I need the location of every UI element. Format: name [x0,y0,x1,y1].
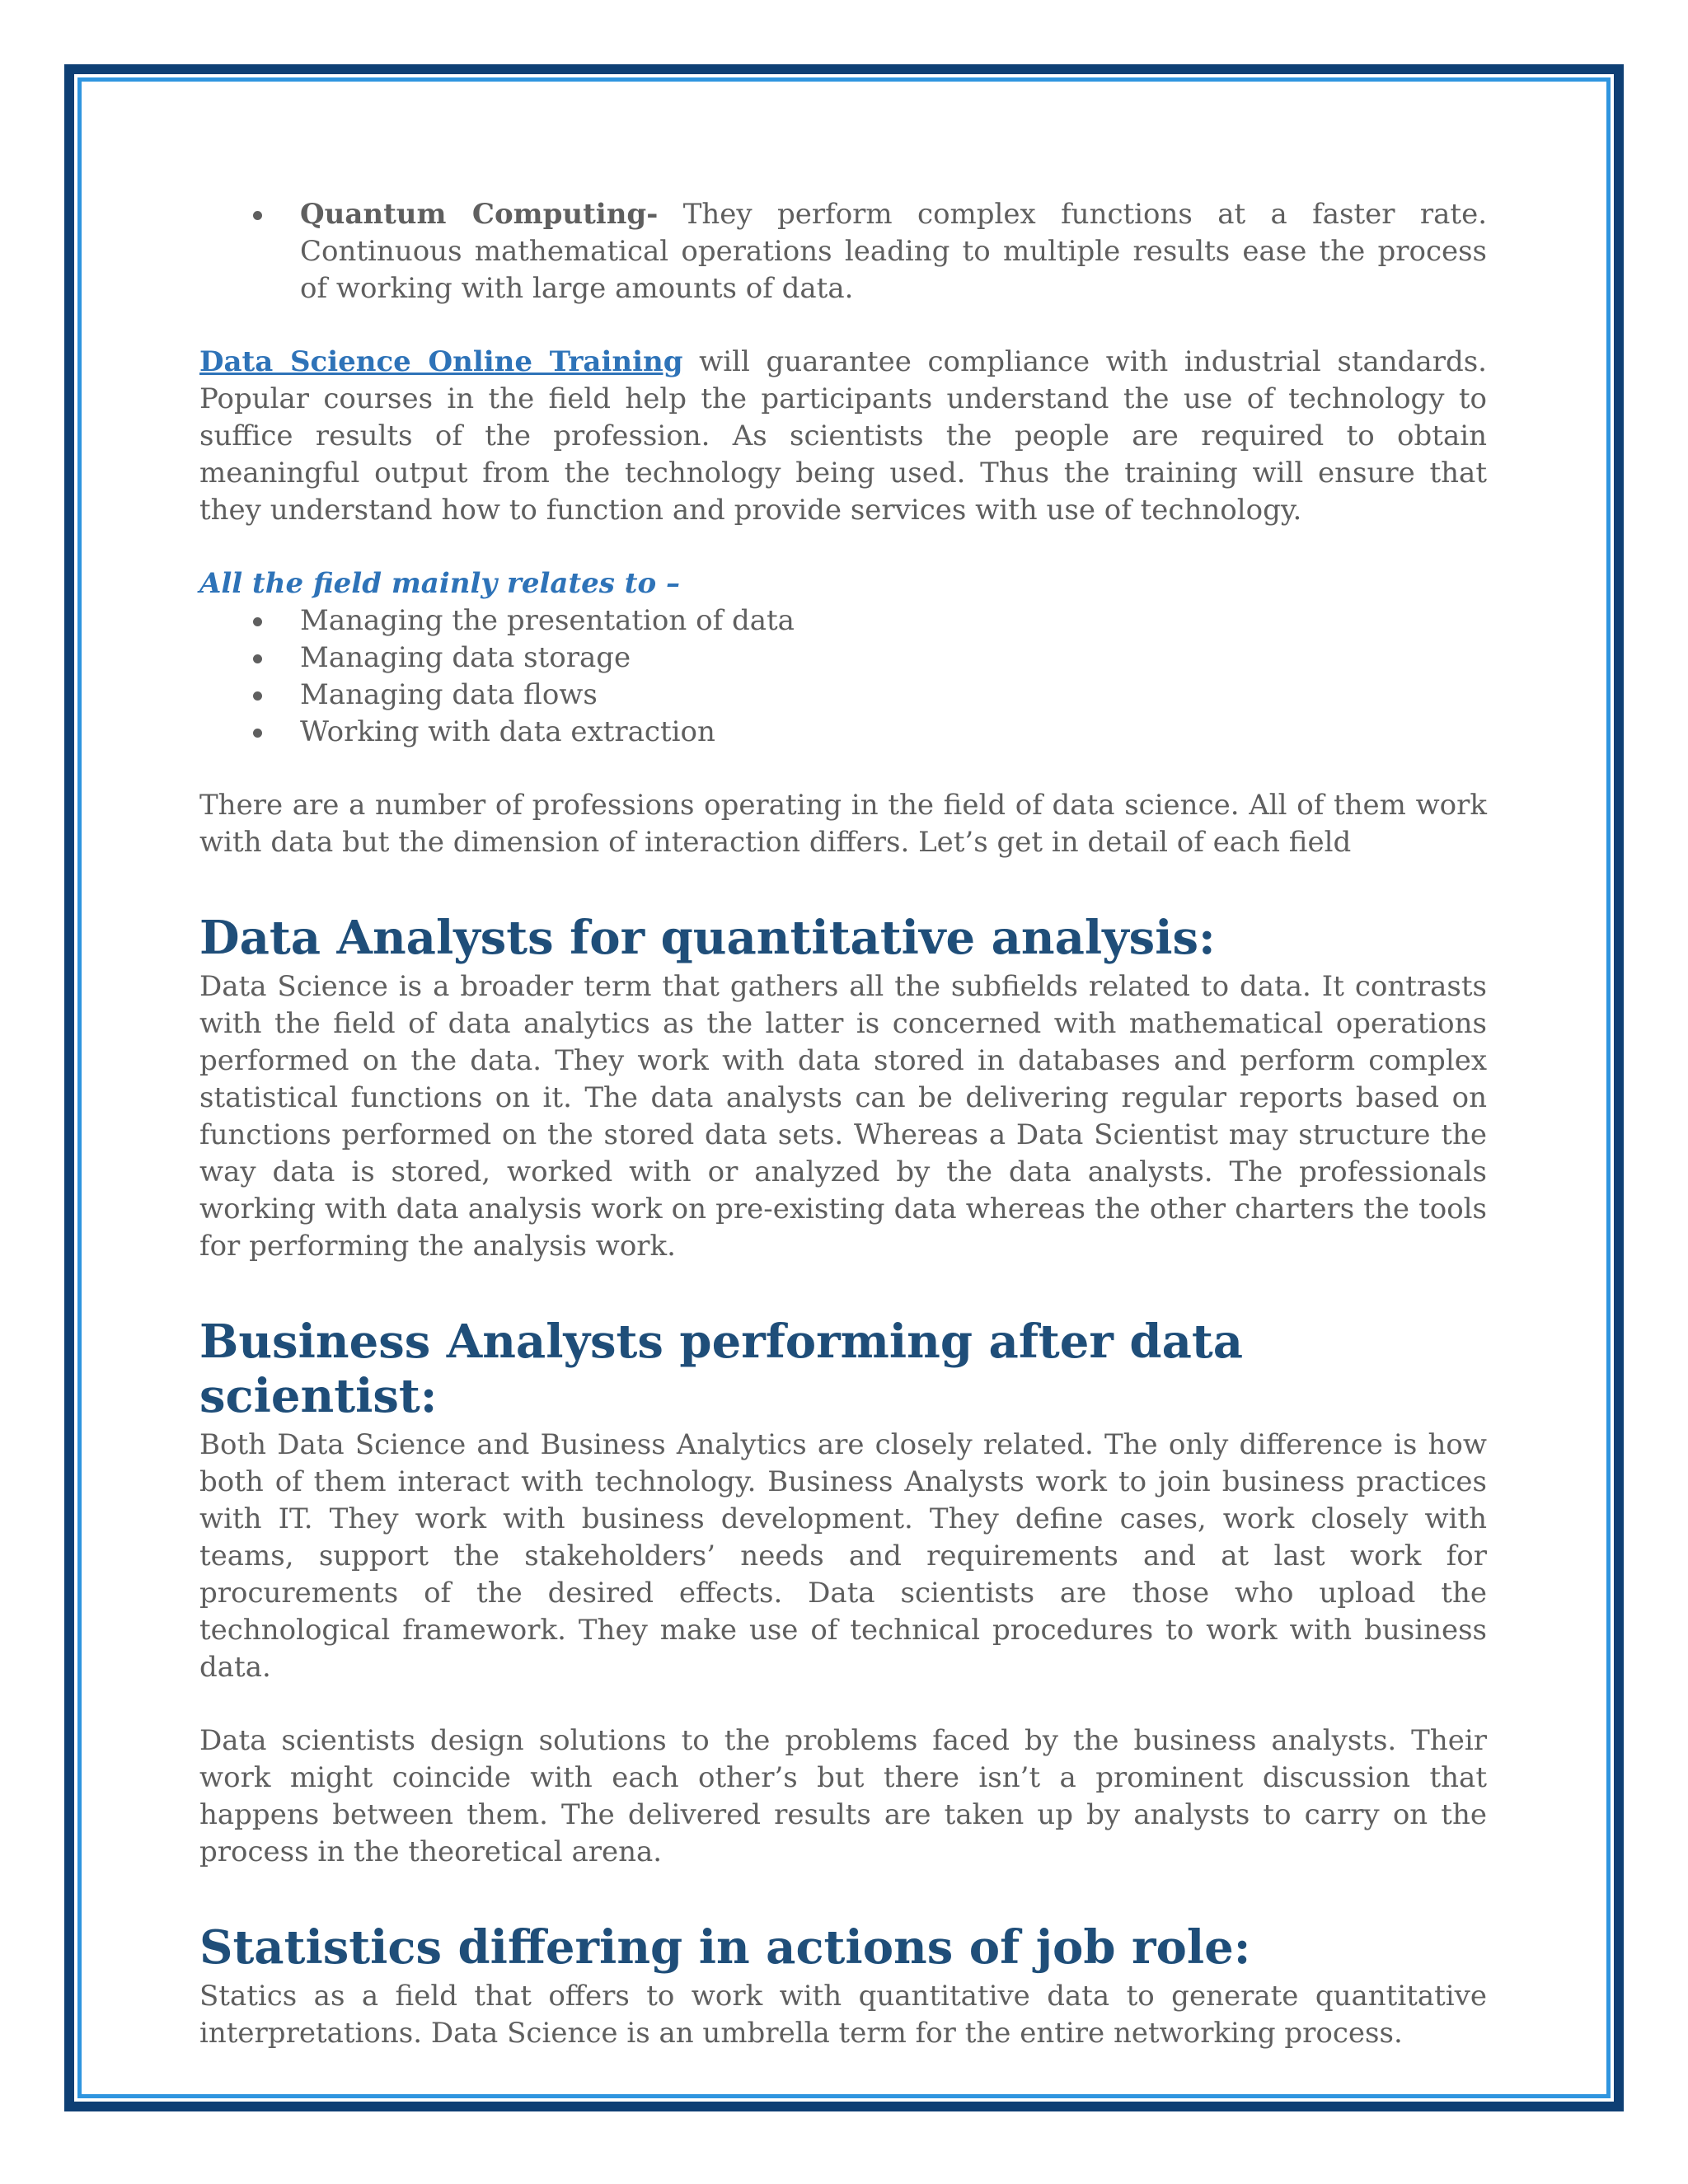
quantum-text: They perform complex functions at a faster rate. Continuous mathematical operations leading to multiple results ease the process of working with large amounts of data. [300,198,1487,305]
document-content [199,196,1487,2052]
professions-intro: There are a number of professions operating in the field of data science. All of them work with data but the dimension of interaction differs. Let’s get in detail of each field [199,789,1487,859]
list-item: Working with data extraction [199,714,1487,751]
quantum-label: Quantum Computing- [300,198,659,231]
data-analysts-paragraph: Data Science is a broader term that gathers all the subfields related to data. It contrasts with the field of data analytics as the latter is concerned with mathematical operations performed on the data. They work with data stored in databases and perform complex statistical functions on it. The data analysts can be delivering regular reports based on functions performed on the stored data sets. Whereas a Data Scientist may structure the way data is stored, worked with or analyzed by the data analysts. The professionals working with data analysis work on pre-existing data whereas the other charters the tools for performing the analysis work. [199,970,1487,1263]
data-science-training-link[interactable]: Data Science Online Training [199,345,683,378]
list-item-quantum-computing [199,196,1487,307]
field-relates-heading: All the field mainly relates to – [199,567,680,600]
training-text: will guarantee compliance with industrial standards. Popular courses in the field help the participants understand the use of technology to suffice results of the profession. As scientists the people are required to obtain meaningful output from the technology being used. Thus the training will ensure that they understand how to function and provide services with use of technology. [199,345,1487,527]
statistics-paragraph: Statics as a field that offers to work with quantitative data to generate quantitative interpretations. Data Science is an umbrella term for the entire networking process. [199,1980,1487,2050]
training-paragraph [199,344,1487,529]
quantum-list [199,196,1487,307]
field-relates-list [199,602,1487,751]
list-item: Managing data storage [199,640,1487,677]
list-item: Managing data flows [199,677,1487,714]
heading-data-analysts: Data Analysts for quantitative analysis: [199,911,1216,965]
business-analysts-paragraph-2: Data scientists design solutions to the problems faced by the business analysts. Their work might coincide with each other’s but there isn’t a prominent discussion that happens between them. The delivered results are taken up by analysts to carry on the process in the theoretical arena. [199,1724,1487,1868]
business-analysts-paragraph-1: Both Data Science and Business Analytics are closely related. The only difference is how both of them interact with technology. Business Analysts work to join business practices with IT. They work with business development. They define cases, work closely with teams, support the stakeholders’ needs and requirements and at last work for procurements of the desired effects. Data scientists are those who upload the technological framework. They make use of technical procedures to work with business data. [199,1428,1487,1684]
quantum-paragraph [300,196,1487,307]
heading-business-analysts: Business Analysts performing after data scientist: [199,1315,1244,1423]
list-item: Managing the presentation of data [199,602,1487,640]
heading-statistics: Statistics differing in actions of job role: [199,1920,1251,1975]
